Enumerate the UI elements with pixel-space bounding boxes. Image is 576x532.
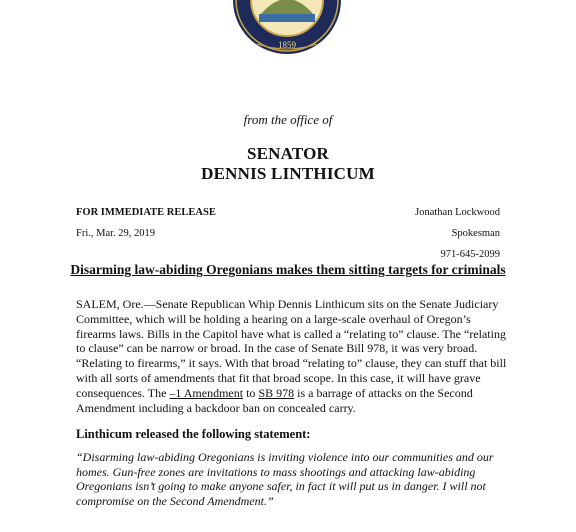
contact-info: [415, 207, 500, 270]
senator-title: SENATOR: [246, 144, 330, 163]
oregon-state-seal: [231, 0, 343, 56]
senator-name: DENNIS LINTHICUM: [201, 164, 375, 183]
body-text-part3: is a barrage of attacks on the Second Amendment including a backdoor ban on concealed carry.: [76, 385, 473, 415]
release-info: [76, 207, 216, 249]
contact-phone: 971-645-2099: [440, 249, 500, 260]
contact-role: Spokesman: [451, 228, 500, 239]
amendment-link[interactable]: –1 Amendment: [169, 385, 244, 400]
body-text-part1: SALEM, Ore.—Senate Republican Whip Dennis Linthicum sits on the Senate Judiciary Committee, which will be holding a hearing on a large-scale overhaul of Oregon’s firearms laws. Bills in the Capitol have what is called a “relating to” clause. The “relating to clause” can be narrow or broad. In the case of Senate Bill 978, it was very broad. “Relating to firearms,” it says. With that broad “relating to” clause, they can stuff that bill with all sorts of amendments that fit that broad scope. In this case, it will have grave consequences. The: [76, 297, 507, 400]
statement-heading: Linthicum released the following statement:: [76, 427, 311, 441]
senator-block: [0, 144, 576, 184]
headline: Disarming law-abiding Oregonians makes them sitting targets for criminals: [70, 262, 506, 277]
release-label: FOR IMMEDIATE RELEASE: [76, 207, 216, 218]
release-date: Fri., Mar. 29, 2019: [76, 228, 156, 239]
sb-978-link[interactable]: SB 978: [258, 385, 295, 400]
body-text-part2: to: [243, 385, 259, 400]
body-paragraph: [76, 297, 508, 415]
from-line: from the office of: [243, 112, 333, 127]
seal-year: 1859: [278, 40, 296, 50]
statement-quote: “Disarming law-abiding Oregonians is inviting violence into our communities and our homes. Gun-free zones are invitations to mass shootings and attacking law-abiding Oregonians isn’t going to make anyone safer, in fact it will put us in danger. I will not compromise on the Second Amendment.”: [76, 450, 494, 508]
contact-name: Jonathan Lockwood: [415, 207, 500, 218]
